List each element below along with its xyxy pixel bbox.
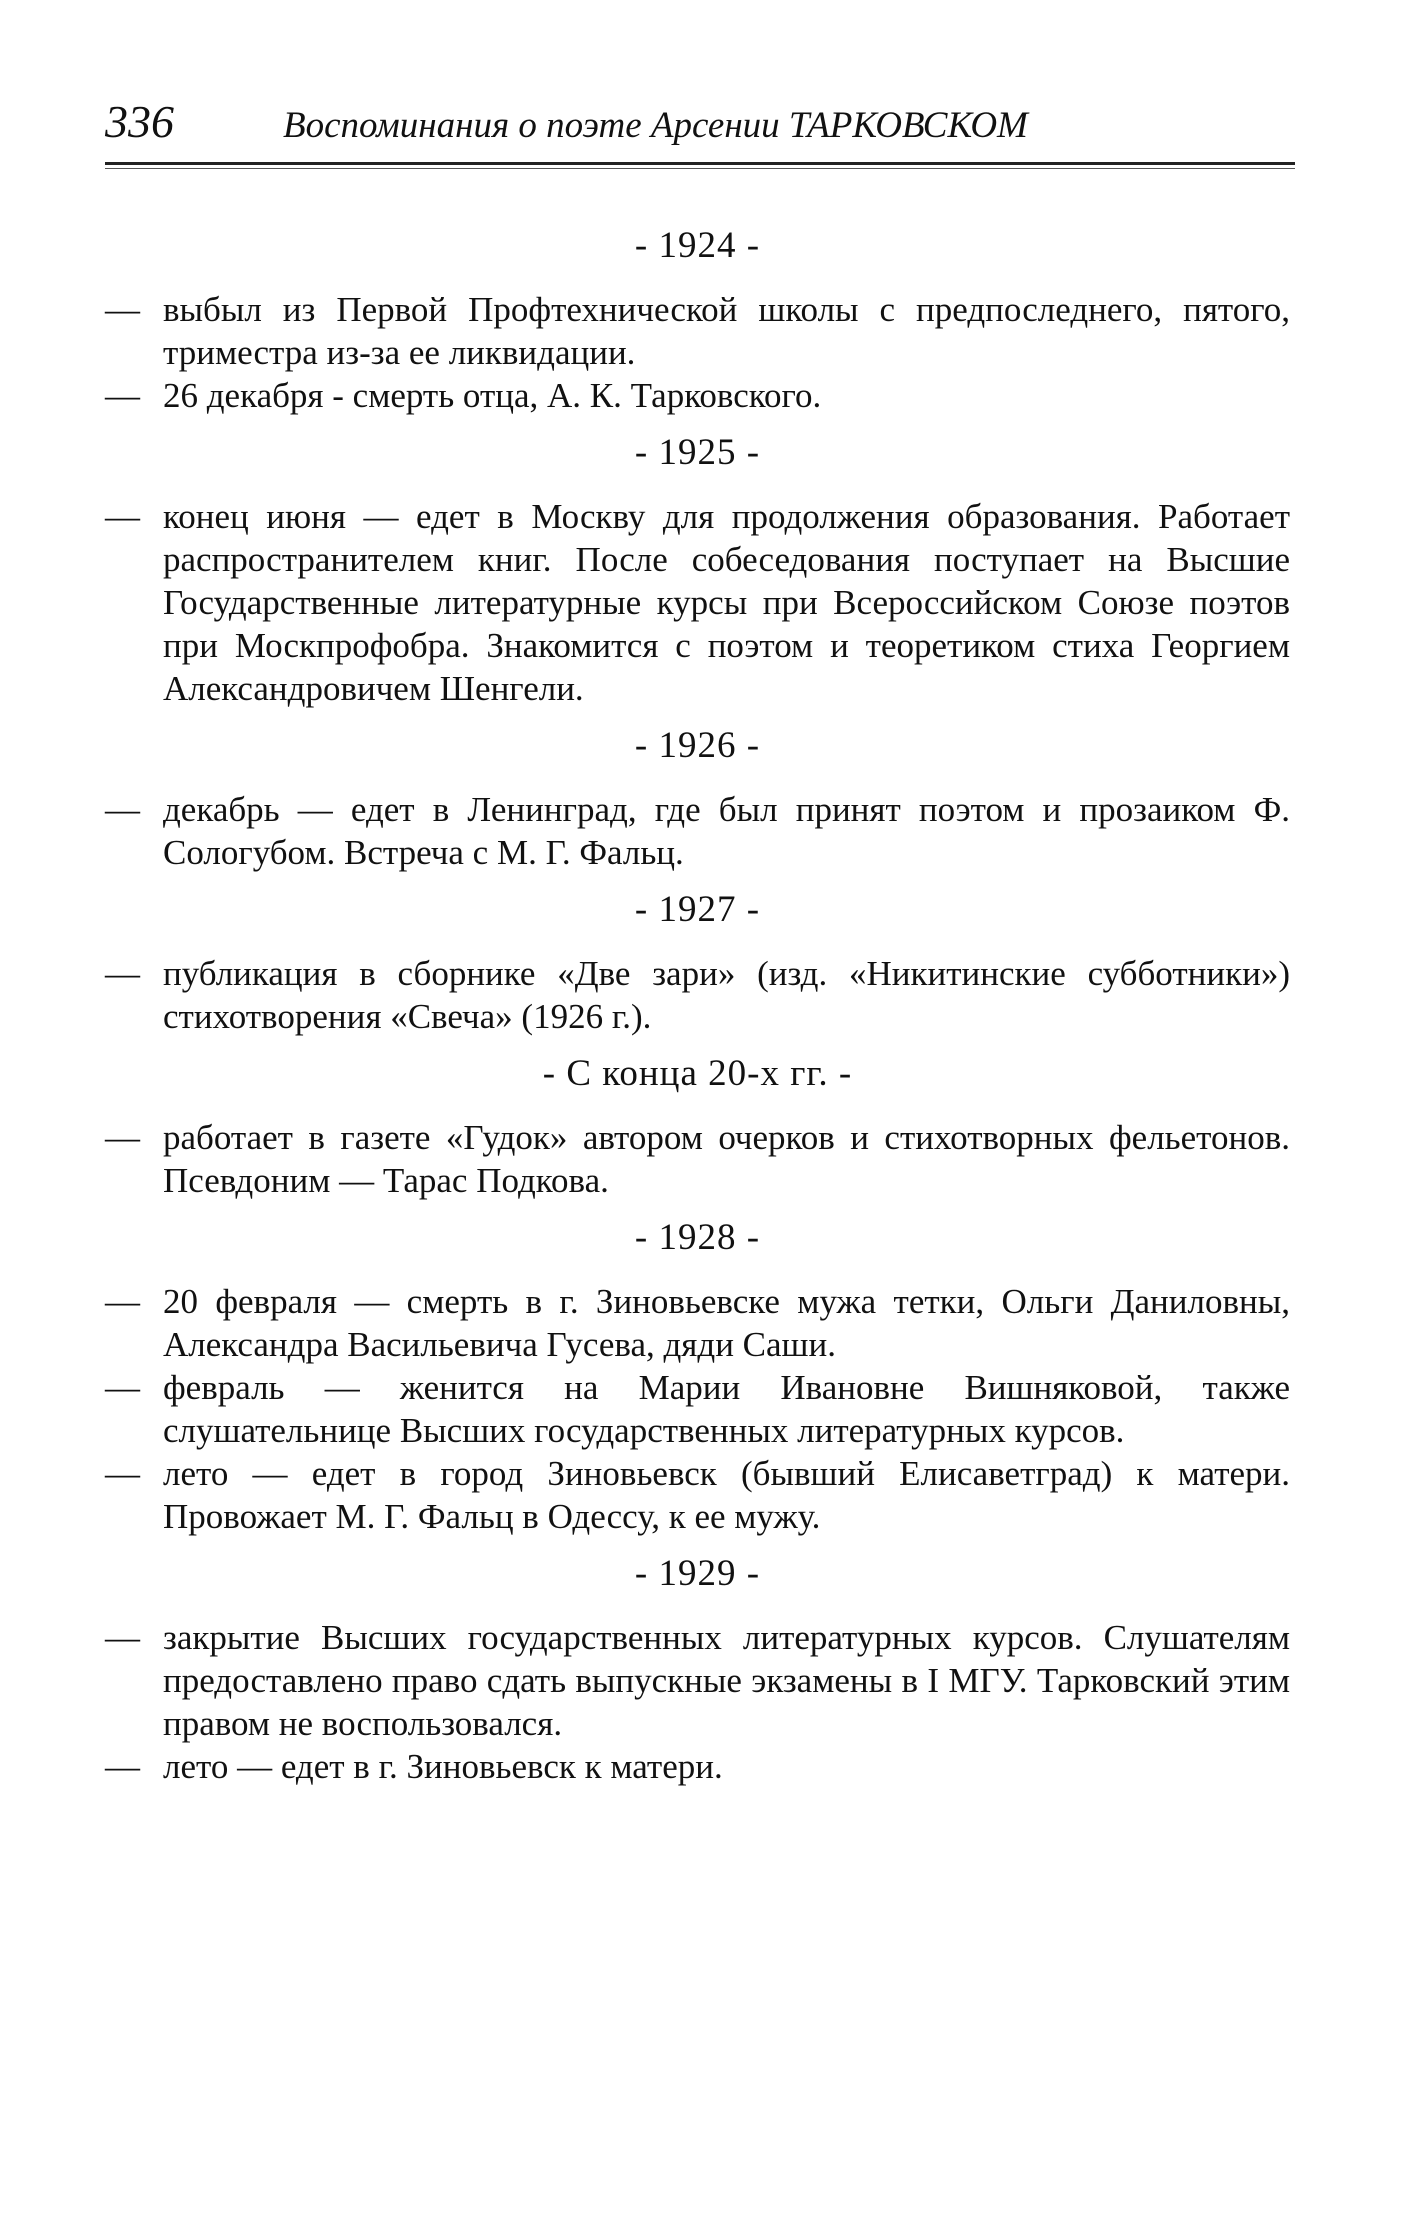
chronology-entry xyxy=(105,788,1290,874)
chronology-entry xyxy=(105,1452,1290,1538)
chronology-content xyxy=(105,210,1290,1788)
entry-dash: — xyxy=(105,954,140,993)
year-section-late-20s xyxy=(105,1050,1290,1202)
chronology-entry xyxy=(105,1280,1290,1366)
chronology-entry xyxy=(105,1616,1290,1745)
chronology-entry xyxy=(105,952,1290,1038)
page-number: 336 xyxy=(105,96,174,147)
year-heading: - 1924 - xyxy=(634,225,761,266)
year-section-1925 xyxy=(105,429,1290,710)
entry-text: декабрь — едет в Ленинград, где был принят поэтом и прозаиком Ф. Сологубом. Встреча с М. Г. Фальц. xyxy=(163,790,1290,872)
year-heading: - 1929 - xyxy=(634,1553,761,1594)
entry-text: конец июня — едет в Москву для продолжения образования. Работает распространителем книг. После собеседования поступает на Высшие Государственные литературные курсы при Всероссийском Союзе поэтов при Москпрофобра. Знакомится с поэтом и теоретиком стиха Георгием Александровичем Шенгели. xyxy=(163,497,1290,708)
entry-dash: — xyxy=(105,1368,140,1407)
year-section-1929 xyxy=(105,1550,1290,1788)
chronology-entry xyxy=(105,288,1290,374)
page-header xyxy=(105,92,1295,162)
entry-dash: — xyxy=(105,790,140,829)
entry-dash: — xyxy=(105,497,140,536)
entry-text: закрытие Высших государственных литературных курсов. Слушателям предоставлено право сдать выпускные экзамены в I МГУ. Тарковский этим правом не воспользовался. xyxy=(163,1618,1290,1743)
entry-text: февраль — женится на Марии Ивановне Вишняковой, также слушательнице Высших государственных литературных курсов. xyxy=(163,1368,1290,1450)
entry-dash: — xyxy=(105,1282,140,1321)
entry-text: лето — едет в город Зиновьевск (бывший Елисаветград) к матери. Провожает М. Г. Фальц в Одессу, к ее мужу. xyxy=(163,1454,1290,1536)
year-section-1927 xyxy=(105,886,1290,1038)
entry-text: 26 декабря - смерть отца, А. К. Тарковского. xyxy=(163,376,822,415)
running-title: Воспоминания о поэте Арсении ТАРКОВСКОМ xyxy=(283,105,1028,146)
entry-dash: — xyxy=(105,1618,140,1657)
chronology-entry xyxy=(105,1116,1290,1202)
entry-dash: — xyxy=(105,1118,140,1157)
entry-text: выбыл из Первой Профтехнической школы с предпоследнего, пятого, триместра из-за ее ликвидации. xyxy=(163,290,1290,372)
year-heading: - 1927 - xyxy=(634,889,761,930)
entry-dash: — xyxy=(105,376,140,415)
chronology-entry xyxy=(105,1366,1290,1452)
year-heading: - С конца 20-х гг. - xyxy=(542,1053,853,1094)
year-heading: - 1925 - xyxy=(634,432,761,473)
chronology-entry xyxy=(105,374,1290,417)
year-section-1924 xyxy=(105,222,1290,417)
entry-dash: — xyxy=(105,1454,140,1493)
header-rule-thin xyxy=(105,168,1295,169)
year-section-1926 xyxy=(105,722,1290,874)
entry-text: работает в газете «Гудок» автором очерков и стихотворных фельетонов. Псевдоним — Тарас Подкова. xyxy=(163,1118,1290,1200)
entry-dash: — xyxy=(105,290,140,329)
entry-text: лето — едет в г. Зиновьевск к матери. xyxy=(163,1747,723,1786)
year-heading: - 1928 - xyxy=(634,1217,761,1258)
entry-text: публикация в сборнике «Две зари» (изд. «Никитинские субботники») стихотворения «Свеча» (1926 г.). xyxy=(163,954,1290,1036)
year-heading: - 1926 - xyxy=(634,725,761,766)
year-section-1928 xyxy=(105,1214,1290,1538)
entry-text: 20 февраля — смерть в г. Зиновьевске мужа тетки, Ольги Даниловны, Александра Васильевича Гусева, дяди Саши. xyxy=(163,1282,1290,1364)
entry-dash: — xyxy=(105,1747,140,1786)
header-rule xyxy=(105,162,1295,165)
chronology-entry xyxy=(105,495,1290,710)
chronology-entry xyxy=(105,1745,1290,1788)
